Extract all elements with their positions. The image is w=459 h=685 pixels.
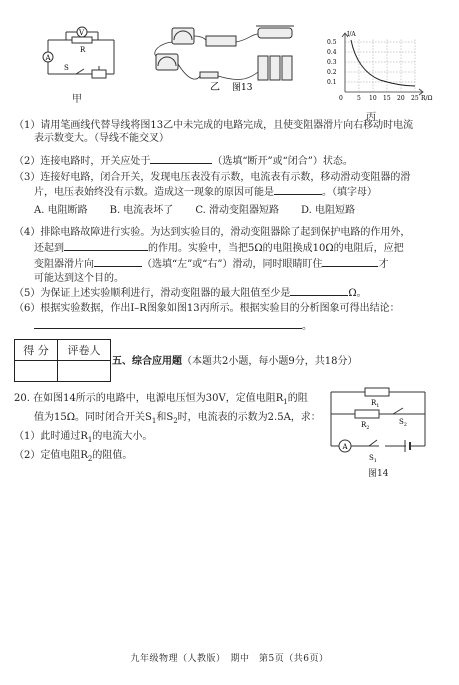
y-tick: 0.4	[327, 49, 337, 56]
question-4: （4）排除电路故障进行实验。为达到实验目的，滑动变阻器除了起到保护电路的作用外， 还起到 的作用。实验中，当把5Ω的电阻换成10Ω的电阻后，应把 变阻器滑片向 （选填“左”或“右”）滑动，同时眼睛盯住 才 可能达到这个目的。	[14, 227, 411, 284]
question-1: （1）请用笔画线代替导线将图13乙中未完成的电路完成，且使变阻器滑片向右移动时电流 表示数变大。（导线不能交叉）	[14, 120, 414, 144]
r1-label: R	[371, 399, 377, 407]
y-tick: 0.3	[327, 59, 337, 66]
svg-text:R1: $R_1$	[371, 399, 380, 409]
figure-14-caption: 图14	[368, 469, 389, 479]
s1-label: S	[369, 454, 374, 462]
figure-13-caption: 图13	[232, 83, 253, 92]
grader-label: 评卷人	[58, 340, 111, 361]
answer-blank[interactable]	[94, 256, 142, 267]
question-20: 20. 在如图14所示的电路中，电源电压恒为30V，定值电阻$R_1$的阻 值为15Ω。同时闭合开关$S_1$和$S_2$时，电流表的示数为2.5A，求： （1）此时通过$R_1$的电流大小。 （2）定值电阻$R_2$的阻值。	[14, 393, 321, 463]
option-a[interactable]: A. 电阻断路	[34, 205, 88, 216]
y-tick: 0.5	[327, 39, 337, 46]
voltmeter-label: V	[79, 29, 85, 37]
score-cell[interactable]	[15, 361, 58, 382]
x-tick: 10	[369, 95, 377, 102]
question-3: （3）连接好电路，闭合开关，发现电压表没有示数，电流表有示数，移动滑动变阻器的滑 片，电压表始终没有示数。造成这一现象的原因可能是 。（填字母） A. 电阻断路 B. 电流表坏了 C. 滑动变阻器短路 D. 电阻短路	[14, 171, 446, 217]
figure-jia-circuit	[36, 22, 126, 84]
svg-text:R2: $R_2$	[361, 421, 370, 431]
option-c[interactable]: C. 滑动变阻器短路	[195, 205, 279, 216]
answer-blank[interactable]	[150, 153, 212, 164]
option-b[interactable]: B. 电流表坏了	[109, 205, 174, 216]
switch-label: S	[64, 64, 69, 72]
section-5-header: 五、综合应用题（本题共2小题，每小题9分，共18分）	[112, 356, 358, 367]
answer-blank[interactable]	[322, 256, 378, 267]
figure-bing-caption: 丙	[366, 112, 376, 123]
figure-14-circuit	[325, 384, 435, 466]
figure-bing-graph	[325, 28, 437, 108]
options-list	[14, 204, 446, 217]
answer-blank[interactable]	[274, 184, 322, 195]
question-5: （5）为保证上述实验顺利进行，滑动变阻器的最大阻值至少是 Ω。	[14, 285, 446, 300]
figure-jia-caption: 甲	[72, 94, 82, 105]
answer-blank[interactable]	[34, 318, 302, 329]
r2-label: R	[361, 421, 367, 429]
score-label: 得 分	[15, 340, 58, 361]
svg-text:S2: $S_2$	[399, 418, 407, 428]
question-2: （2）连接电路时，开关应处于 （选填“断开”或“闭合”）状态。	[14, 153, 446, 168]
svg-text:S1: $S_1$	[369, 454, 377, 464]
graph-x-label: R/Ω	[421, 95, 433, 102]
option-d[interactable]: D. 电阻短路	[300, 205, 355, 216]
x-tick: 15	[383, 95, 391, 102]
origin-tick: 0	[339, 95, 343, 102]
x-tick: 25	[411, 95, 419, 102]
resistor-label: R	[80, 46, 86, 54]
y-tick: 0.1	[327, 79, 337, 86]
graph-y-label: I/A	[347, 31, 356, 38]
s2-label: S	[399, 418, 404, 426]
grader-cell[interactable]	[58, 361, 111, 382]
y-tick: 0.2	[327, 69, 337, 76]
ammeter-label: A	[45, 54, 51, 62]
score-box	[14, 339, 111, 382]
question-6: （6）根据实验数据，作出I–R图象如图13丙所示。根据实验目的分析图象可得出结论： 。	[14, 303, 400, 332]
figure-yi-caption: 乙	[210, 82, 220, 92]
x-tick: 20	[397, 95, 405, 102]
x-tick: 5	[357, 95, 361, 102]
answer-blank[interactable]	[64, 240, 148, 251]
answer-blank[interactable]	[290, 285, 348, 296]
figure-yi-apparatus	[148, 22, 308, 92]
ammeter-label: A	[342, 443, 348, 451]
page-footer: 九年级物理（人教版） 期中 第5页（共6页）	[130, 654, 329, 664]
